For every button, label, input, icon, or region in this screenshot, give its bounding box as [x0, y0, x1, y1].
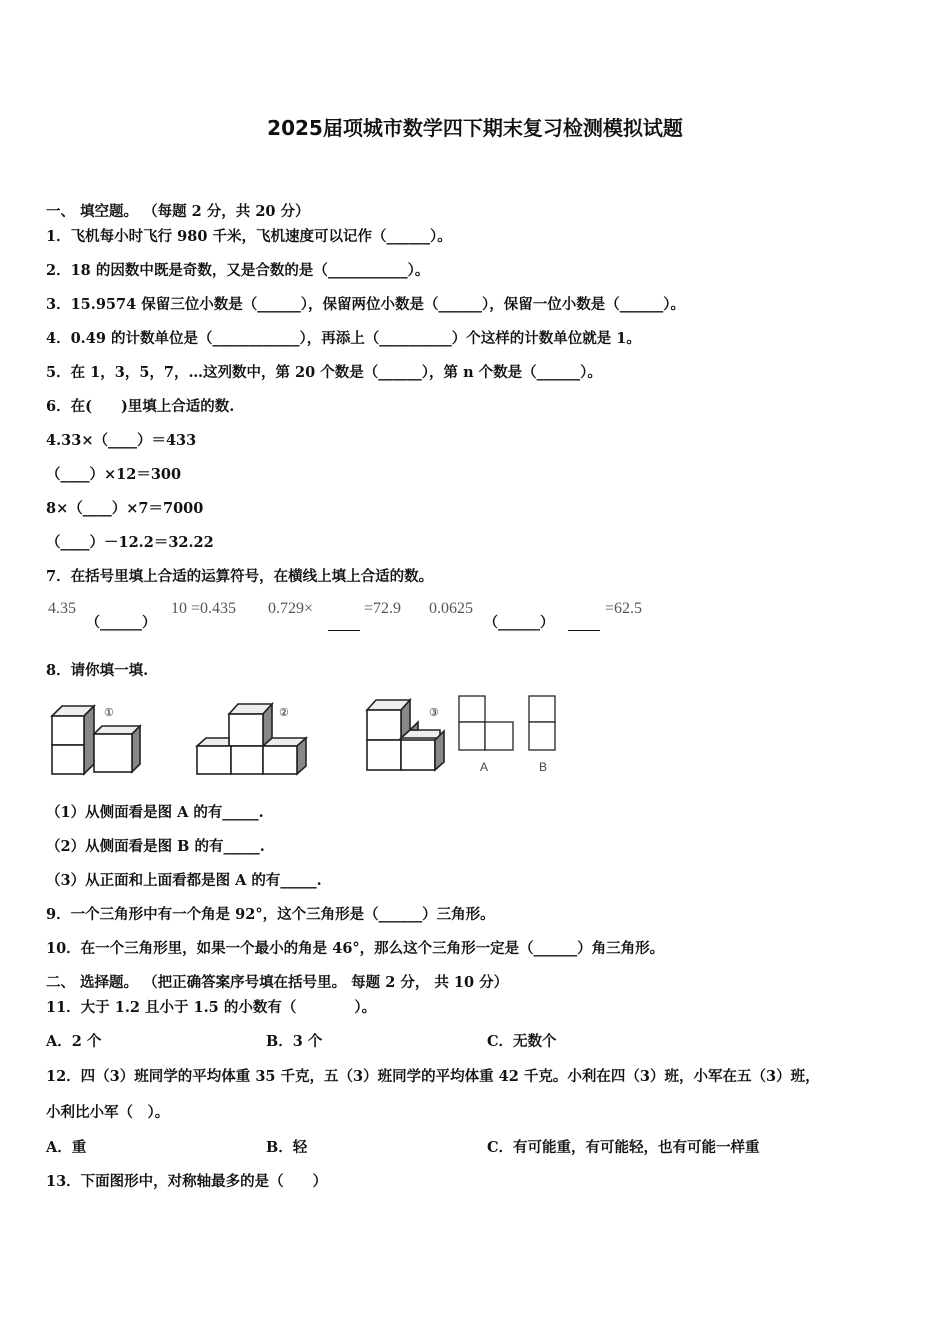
question-2: 2．18 的因数中既是奇数，又是合数的是（___________）。 [46, 262, 430, 279]
question-12-line-2: 小利比小军（ ）。 [46, 1104, 170, 1121]
question-8-1: （1）从侧面看是图 A 的有_____. [46, 804, 264, 821]
question-7: 7．在括号里填上合适的运算符号，在横线上填上合适的数。 [46, 568, 434, 585]
eq3-operator-blank: （______） [484, 615, 554, 631]
eq3-blank [568, 614, 600, 631]
question-5: 5．在 1，3，5，7，…这列数中，第 20 个数是（______），第 n 个数是（______）。 [46, 364, 602, 381]
question-10: 10．在一个三角形里，如果一个最小的角是 46°，那么这个三角形一定是（______）角三角形。 [46, 940, 665, 957]
page-title: 2025届项城市数学四下期末复习检测模拟试题 [267, 116, 683, 140]
eq3-left: 0.0625 [429, 600, 473, 617]
view-b-label: B [539, 760, 548, 774]
q12-option-a: A．重 [46, 1139, 87, 1156]
eq1-operator-blank: （______） [86, 615, 156, 631]
question-4: 4．0.49 的计数单位是（____________），再添上（__________）个这样的计数单位就是 1。 [46, 330, 641, 347]
q11-option-b: B．3 个 [266, 1033, 323, 1050]
q11-option-c: C．无数个 [487, 1033, 557, 1050]
question-6d: （____）－12.2＝32.22 [46, 534, 214, 551]
q12-option-c: C．有可能重，有可能轻，也有可能一样重 [487, 1139, 760, 1156]
cube-figures [44, 694, 584, 784]
section-1-heading: 一、 填空题。 （每题 2 分，共 20 分） [46, 203, 310, 220]
figure-2-label: ② [279, 707, 289, 719]
figure-1-label: ① [104, 707, 114, 719]
q12-option-b: B．轻 [266, 1139, 308, 1156]
question-3: 3．15.9574 保留三位小数是（______），保留两位小数是（______），保留一位小数是（______）。 [46, 296, 685, 313]
figure-3-label: ③ [429, 707, 439, 719]
question-1: 1．飞机每小时飞行 980 千米，飞机速度可以记作（______）。 [46, 228, 452, 245]
cube-figure-2 [197, 704, 306, 774]
question-6a: 4.33×（____）＝433 [46, 432, 197, 449]
question-9: 9．一个三角形中有一个角是 92°，这个三角形是（______）三角形。 [46, 906, 495, 923]
eq1-right: 10 =0.435 [171, 600, 237, 617]
question-6: 6．在( )里填上合适的数. [46, 398, 235, 415]
view-a-label: A [480, 760, 489, 774]
eq2-left: 0.729× [268, 600, 314, 617]
section-2-heading: 二、 选择题。 （把正确答案序号填在括号里。 每题 2 分， 共 10 分） [46, 974, 509, 991]
eq2-right: =72.9 [364, 600, 402, 617]
eq3-right: =62.5 [605, 600, 643, 617]
question-6b: （____）×12＝300 [46, 466, 182, 483]
eq2-blank [328, 614, 360, 631]
question-13: 13．下面图形中，对称轴最多的是（ ） [46, 1173, 328, 1190]
question-8-2: （2）从侧面看是图 B 的有_____. [46, 838, 265, 855]
view-b [529, 696, 555, 750]
question-12-line-1: 12．四（3）班同学的平均体重 35 千克，五（3）班同学的平均体重 42 千克。小利在四（3）班，小军在五（3）班， [46, 1068, 820, 1085]
view-a [459, 696, 513, 750]
question-8-3: （3）从正面和上面看都是图 A 的有_____. [46, 872, 322, 889]
eq1-left: 4.35 [48, 600, 76, 617]
cube-figure-1 [52, 706, 140, 774]
q11-option-a: A．2 个 [46, 1033, 102, 1050]
question-8: 8．请你填一填. [46, 662, 149, 679]
question-11: 11．大于 1.2 且小于 1.5 的小数有（ ）。 [46, 999, 377, 1016]
question-6c: 8×（____）×7＝7000 [46, 500, 204, 517]
